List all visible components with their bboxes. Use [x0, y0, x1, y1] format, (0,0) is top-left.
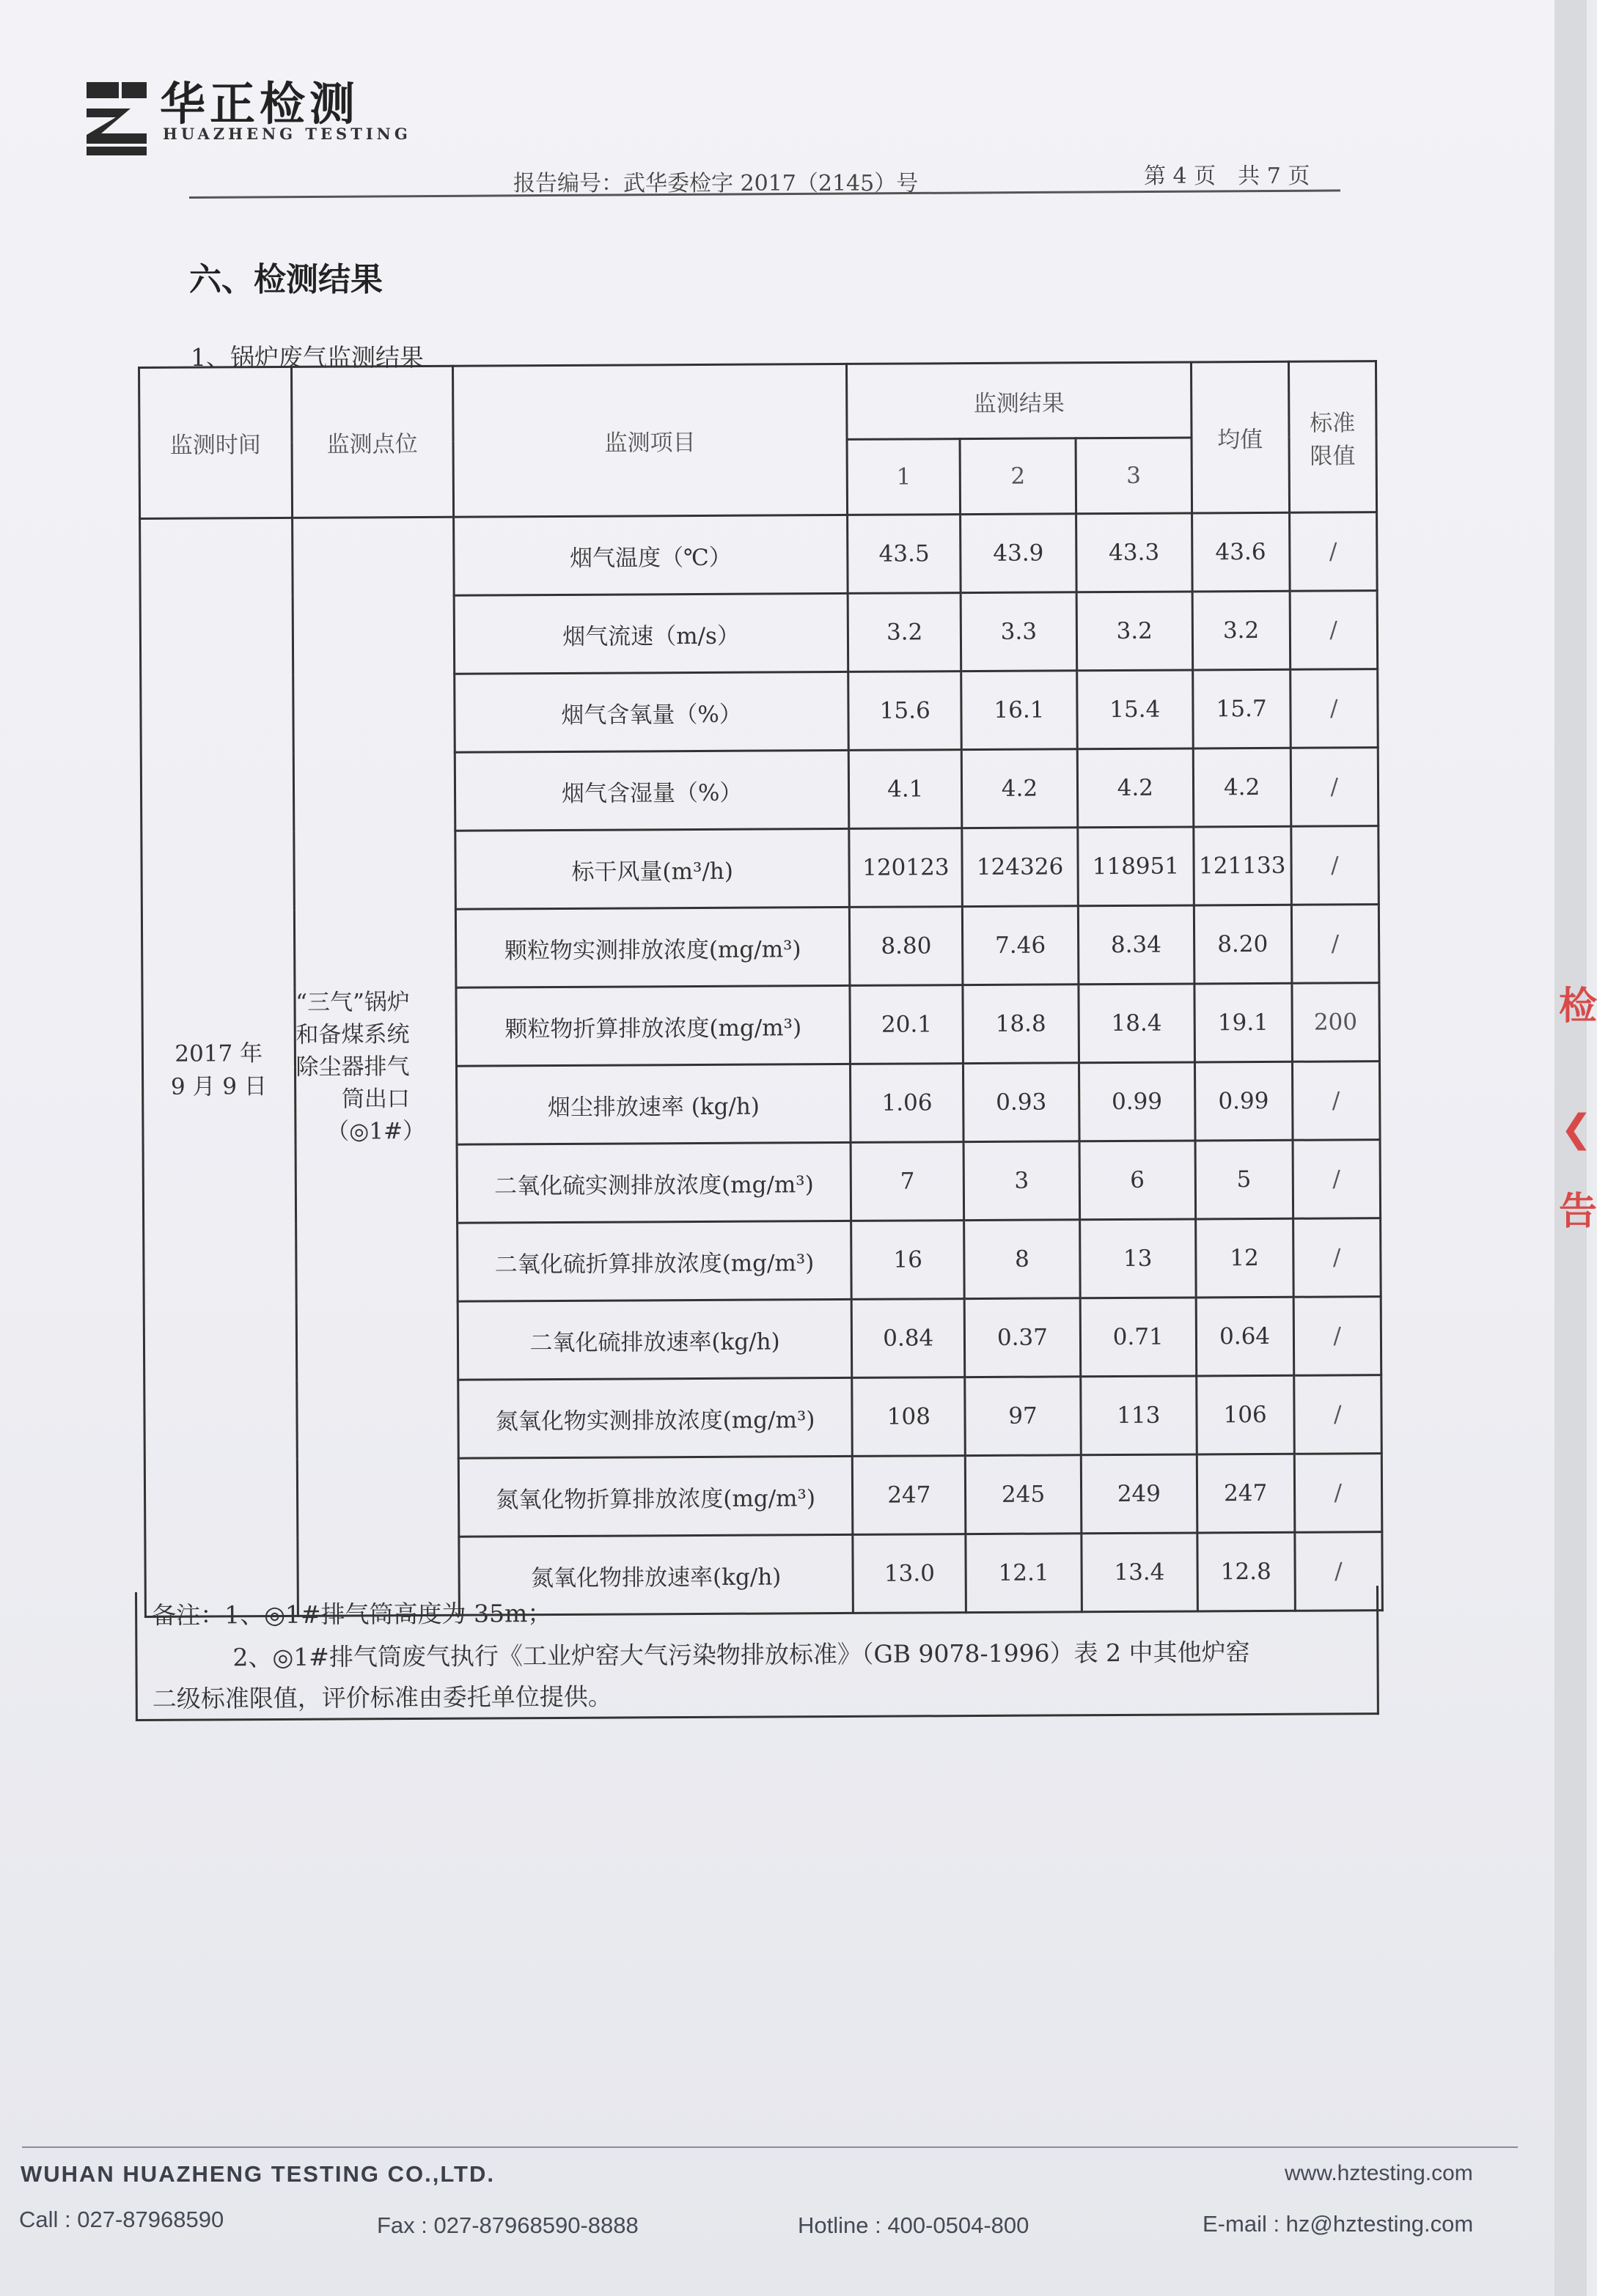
table-body: [140, 512, 1383, 1617]
cell-run-1: 120123: [849, 828, 962, 908]
header-run-1: 1: [847, 439, 960, 515]
cell-limit: /: [1289, 512, 1377, 592]
cell-run-1: 43.5: [848, 515, 961, 594]
cell-date: [140, 518, 298, 1616]
cell-limit: /: [1291, 826, 1378, 905]
date-line: 2017 年: [175, 1040, 263, 1067]
cell-mean: 4.2: [1193, 748, 1291, 827]
page-indicator: 第 4 页 共 7 页: [1144, 163, 1310, 189]
section-title: 六、检测结果: [189, 261, 383, 298]
cell-mean: 43.6: [1192, 512, 1289, 592]
cell-mean: 12.8: [1197, 1532, 1295, 1611]
results-table-wrap: [138, 360, 1384, 1618]
cell-run-3: 13.4: [1082, 1533, 1197, 1612]
cell-mean: 19.1: [1194, 983, 1292, 1062]
logo-english-name: HUAZHENG TESTING: [163, 125, 411, 143]
cell-run-1: 13.0: [853, 1534, 966, 1614]
footer-company: WUHAN HUAZHENG TESTING CO.,LTD.: [21, 2161, 495, 2187]
cell-run-1: 4.1: [849, 750, 962, 829]
point-line: 和备煤系统: [295, 1020, 410, 1048]
footer-fax: Fax : 027-87968590-8888: [377, 2212, 639, 2238]
header-limit-line1: 标准: [1310, 409, 1356, 437]
cell-mean: 5: [1195, 1140, 1293, 1219]
cell-run-1: 7: [851, 1142, 964, 1221]
cell-run-2: 8: [964, 1220, 1080, 1299]
cell-run-2: 3: [963, 1141, 1079, 1221]
cell-run-2: 245: [965, 1455, 1081, 1534]
cell-limit: /: [1293, 1140, 1381, 1219]
cell-monitoring-point: [292, 517, 459, 1616]
cell-mean: 247: [1197, 1454, 1294, 1533]
footer-email: E-mail : hz@hztesting.com: [1203, 2211, 1474, 2237]
cell-run-1: 247: [853, 1456, 966, 1535]
cell-mean: 3.2: [1192, 591, 1290, 670]
table-caption: 1、锅炉废气监测结果: [191, 343, 424, 372]
cell-item: 颗粒物实测排放浓度(mg/m³): [455, 907, 850, 987]
table-header-row: [139, 361, 1377, 444]
cell-item: 标干风量(m³/h): [455, 828, 850, 909]
cell-run-1: 1.06: [851, 1064, 963, 1143]
cell-limit: /: [1290, 591, 1378, 670]
cell-run-3: 4.2: [1077, 748, 1193, 828]
cell-item: 氮氧化物折算排放浓度(mg/m³): [458, 1456, 853, 1537]
cell-item: 二氧化硫折算排放浓度(mg/m³): [457, 1221, 851, 1301]
cell-limit: /: [1293, 1375, 1381, 1454]
footer-phone: Call : 027-87968590: [19, 2207, 224, 2232]
cell-item: 烟气流速（m/s）: [454, 593, 848, 674]
header-run-3: 3: [1076, 438, 1192, 514]
cell-run-2: 0.93: [963, 1063, 1079, 1142]
cell-run-3: 8.34: [1078, 905, 1194, 985]
header-mean: 均值: [1191, 361, 1289, 513]
cell-item: 二氧化硫实测排放浓度(mg/m³): [457, 1142, 851, 1223]
cell-run-1: 20.1: [850, 985, 963, 1064]
footer-hotline: Hotline : 400-0504-800: [798, 2212, 1029, 2238]
red-stamp-fragment: 检 ❮ 告: [1559, 985, 1597, 1234]
cell-item: 二氧化硫排放速率(kg/h): [458, 1299, 852, 1380]
cell-limit: /: [1291, 905, 1379, 984]
header-run-2: 2: [960, 438, 1076, 515]
cell-run-3: 15.4: [1077, 670, 1193, 749]
cell-run-1: 8.80: [850, 907, 963, 986]
cell-item: 颗粒物折算排放浓度(mg/m³): [456, 985, 851, 1066]
cell-limit: /: [1294, 1532, 1382, 1611]
cell-mean: 0.99: [1194, 1061, 1292, 1141]
cell-run-2: 97: [965, 1377, 1081, 1456]
footer-divider: [22, 2146, 1518, 2148]
cell-run-2: 16.1: [961, 671, 1077, 750]
header-results: 监测结果: [847, 362, 1192, 439]
cell-mean: 121133: [1194, 826, 1291, 905]
cell-run-3: 249: [1081, 1454, 1197, 1534]
cell-run-3: 18.4: [1079, 984, 1194, 1063]
cell-run-2: 4.2: [961, 749, 1077, 828]
header-item: 监测项目: [452, 364, 848, 517]
point-line: 除尘器排气: [295, 1053, 410, 1081]
date-line: 9 月 9 日: [170, 1072, 268, 1100]
cell-run-3: 13: [1080, 1219, 1196, 1298]
cell-run-2: 18.8: [963, 985, 1079, 1064]
cell-run-3: 3.2: [1076, 592, 1192, 671]
cell-item: 烟气含湿量（%）: [455, 750, 849, 831]
cell-run-1: 0.84: [852, 1299, 965, 1378]
cell-limit: /: [1291, 748, 1378, 827]
cell-item: 氮氧化物实测排放浓度(mg/m³): [458, 1377, 852, 1458]
cell-run-3: 6: [1079, 1141, 1195, 1220]
results-table: [138, 360, 1384, 1618]
cell-limit: /: [1294, 1454, 1382, 1533]
header-limit: [1288, 361, 1376, 513]
point-line: “三气”锅炉: [295, 988, 410, 1016]
cell-run-3: 43.3: [1076, 513, 1192, 592]
cell-limit: /: [1293, 1297, 1381, 1376]
cell-run-2: 124326: [962, 828, 1078, 907]
notes-box: [135, 1586, 1379, 1721]
report-number: 报告编号：武华委检字 2017（2145）号: [513, 171, 919, 196]
cell-run-3: 0.99: [1079, 1062, 1194, 1141]
cell-mean: 0.64: [1196, 1297, 1293, 1376]
cell-run-1: 108: [852, 1377, 965, 1457]
header-limit-line2: 限值: [1310, 442, 1356, 470]
cell-run-3: 0.71: [1080, 1298, 1196, 1377]
cell-limit: /: [1292, 1061, 1380, 1141]
cell-run-2: 3.3: [961, 592, 1076, 671]
cell-limit: /: [1290, 669, 1378, 748]
cell-run-2: 43.9: [961, 514, 1076, 593]
cell-run-2: 0.37: [964, 1298, 1080, 1377]
cell-mean: 8.20: [1194, 905, 1291, 984]
table-row: [140, 512, 1378, 597]
cell-limit: 200: [1292, 983, 1380, 1062]
note-line-3: 二级标准限值，评价标准由委托单位提供。: [152, 1682, 612, 1713]
cell-run-3: 118951: [1078, 827, 1194, 906]
cell-item: 烟尘排放速率 (kg/h): [456, 1064, 851, 1144]
cell-run-1: 15.6: [848, 671, 961, 751]
point-line: （◎1#）: [326, 1117, 426, 1145]
cell-run-1: 16: [851, 1221, 964, 1300]
point-line: 筒出口: [341, 1085, 410, 1113]
footer-website: www.hztesting.com: [1285, 2161, 1473, 2185]
header-point: 监测点位: [291, 366, 453, 518]
logo-chinese-name: 华正检测: [160, 77, 360, 130]
cell-item: 氮氧化物排放速率(kg/h): [459, 1534, 853, 1615]
note-line-1: 备注：1、◎1#排气筒高度为 35m；: [152, 1599, 552, 1630]
logo-mark-icon: [87, 76, 147, 155]
cell-item: 烟气温度（℃）: [453, 515, 848, 595]
header-time: 监测时间: [139, 367, 293, 518]
cell-mean: 106: [1196, 1375, 1293, 1454]
cell-run-1: 3.2: [848, 593, 961, 672]
cell-run-2: 12.1: [966, 1534, 1082, 1613]
cell-limit: /: [1293, 1218, 1381, 1298]
cell-run-3: 113: [1081, 1376, 1197, 1455]
note-line-2: 2、◎1#排气筒废气执行《工业炉窑大气污染物排放标准》（GB 9078-1996）表 2 中其他炉窑: [232, 1638, 1250, 1672]
cell-mean: 15.7: [1192, 669, 1290, 748]
cell-item: 烟气含氧量（%）: [454, 671, 848, 752]
cell-run-2: 7.46: [962, 906, 1078, 985]
cell-mean: 12: [1195, 1218, 1293, 1298]
